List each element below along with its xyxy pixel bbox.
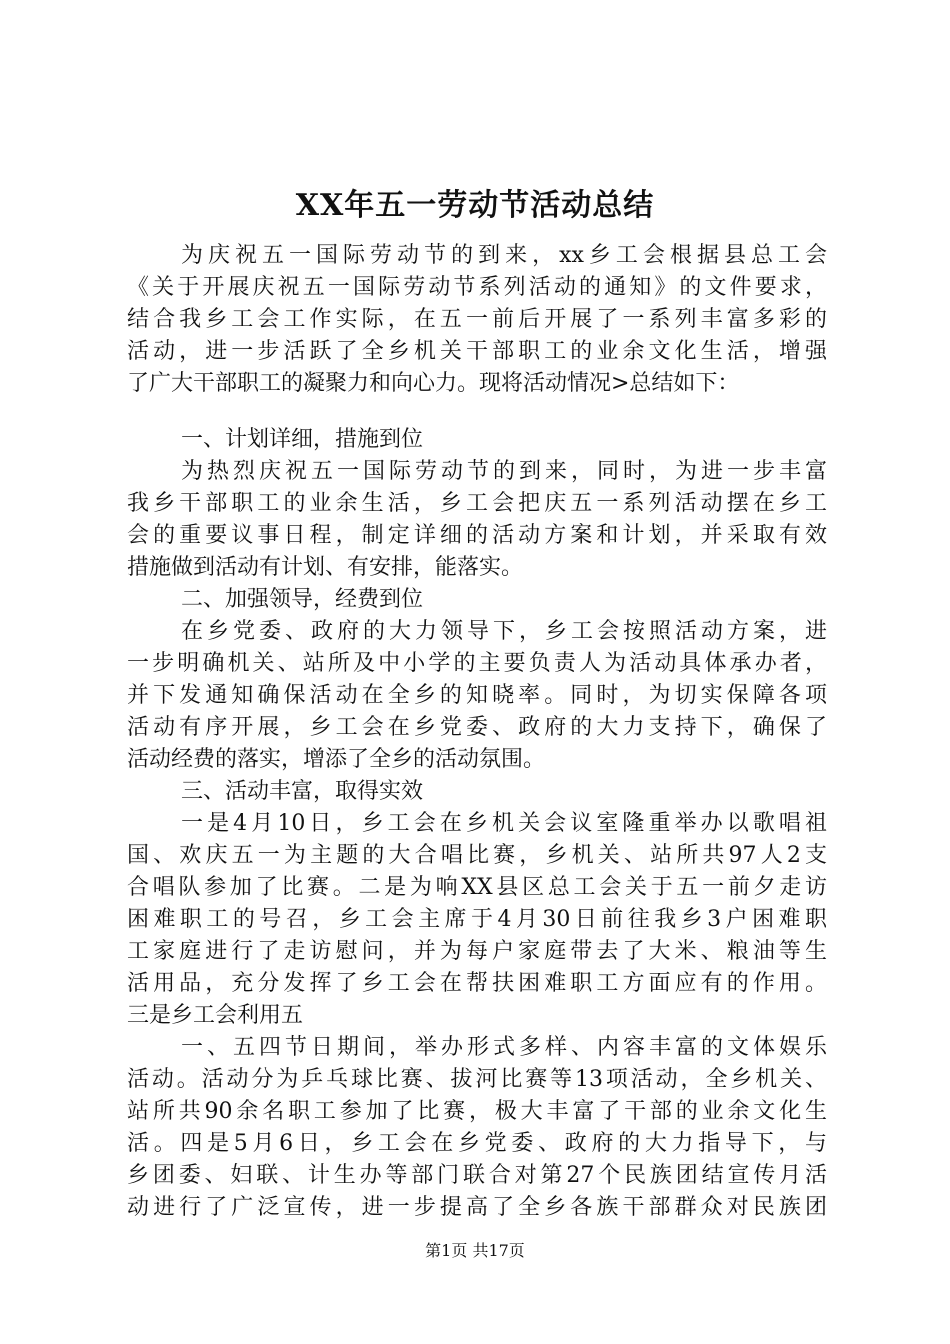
text-line: 国、欢庆五一为主题的大合唱比赛，乡机关、站所共97人2支 [127,843,827,868]
text-line: 一、五四节日期间，举办形式多样、内容丰富的文体娱乐 [181,1035,827,1060]
document-body [127,240,827,1224]
paragraph-gap [127,400,827,424]
text-line: 一步明确机关、站所及中小学的主要负责人为活动具体承办者， [127,651,827,676]
text-line: 一是4月10日，乡工会在乡机关会议室隆重举办以歌唱祖 [181,811,827,836]
text-line: 了广大干部职工的凝聚力和向心力。现将活动情况>总结如下： [127,371,740,396]
text-line: 《关于开展庆祝五一国际劳动节系列活动的通知》的文件要求， [127,275,827,300]
section-heading: 三、活动丰富，取得实效 [181,779,424,804]
text-line: 活动经费的落实，增添了全乡的活动氛围。 [127,747,546,772]
text-line: 措施做到活动有计划、有安排，能落实。 [127,555,524,580]
text-line: 结合我乡工会工作实际，在五一前后开展了一系列丰富多彩的 [127,307,827,332]
text-line: 活动。活动分为乒乓球比赛、拔河比赛等13项活动，全乡机关、 [127,1067,827,1092]
text-line: 我乡干部职工的业余生活，乡工会把庆五一系列活动摆在乡工 [127,491,827,516]
page-footer: 第1页 共17页 [425,1241,525,1260]
text-line: 困难职工的号召，乡工会主席于4月30日前往我乡3户困难职 [127,907,827,932]
text-line: 并下发通知确保活动在全乡的知晓率。同时，为切实保障各项 [127,683,827,708]
text-line: 为庆祝五一国际劳动节的到来，xx乡工会根据县总工会 [181,243,827,268]
text-line: 合唱队参加了比赛。二是为响XX县区总工会关于五一前夕走访 [127,875,827,900]
text-line: 活动有序开展，乡工会在乡党委、政府的大力支持下，确保了 [127,715,827,740]
text-line: 动进行了广泛宣传，进一步提高了全乡各族干部群众对民族团 [127,1195,827,1220]
text-line: 工家庭进行了走访慰问，并为每户家庭带去了大米、粮油等生 [127,939,827,964]
document-title: XX年五一劳动节活动总结 [295,188,655,223]
text-line: 活。四是5月6日，乡工会在乡党委、政府的大力指导下，与 [127,1131,827,1156]
section-heading: 一、计划详细，措施到位 [181,427,424,452]
text-line: 活动，进一步活跃了全乡机关干部职工的业余文化生活，增强 [127,339,827,364]
section-heading: 二、加强领导，经费到位 [181,587,424,612]
text-line: 会的重要议事日程，制定详细的活动方案和计划，并采取有效 [127,523,827,548]
text-line: 三是乡工会利用五 [127,1003,304,1028]
text-line: 活用品，充分发挥了乡工会在帮扶困难职工方面应有的作用。 [127,971,827,996]
text-line: 在乡党委、政府的大力领导下，乡工会按照活动方案，进 [181,619,827,644]
text-line: 乡团委、妇联、计生办等部门联合对第27个民族团结宣传月活 [127,1163,827,1188]
text-line: 站所共90余名职工参加了比赛，极大丰富了干部的业余文化生 [127,1099,827,1124]
text-line: 为热烈庆祝五一国际劳动节的到来，同时，为进一步丰富 [181,459,827,484]
